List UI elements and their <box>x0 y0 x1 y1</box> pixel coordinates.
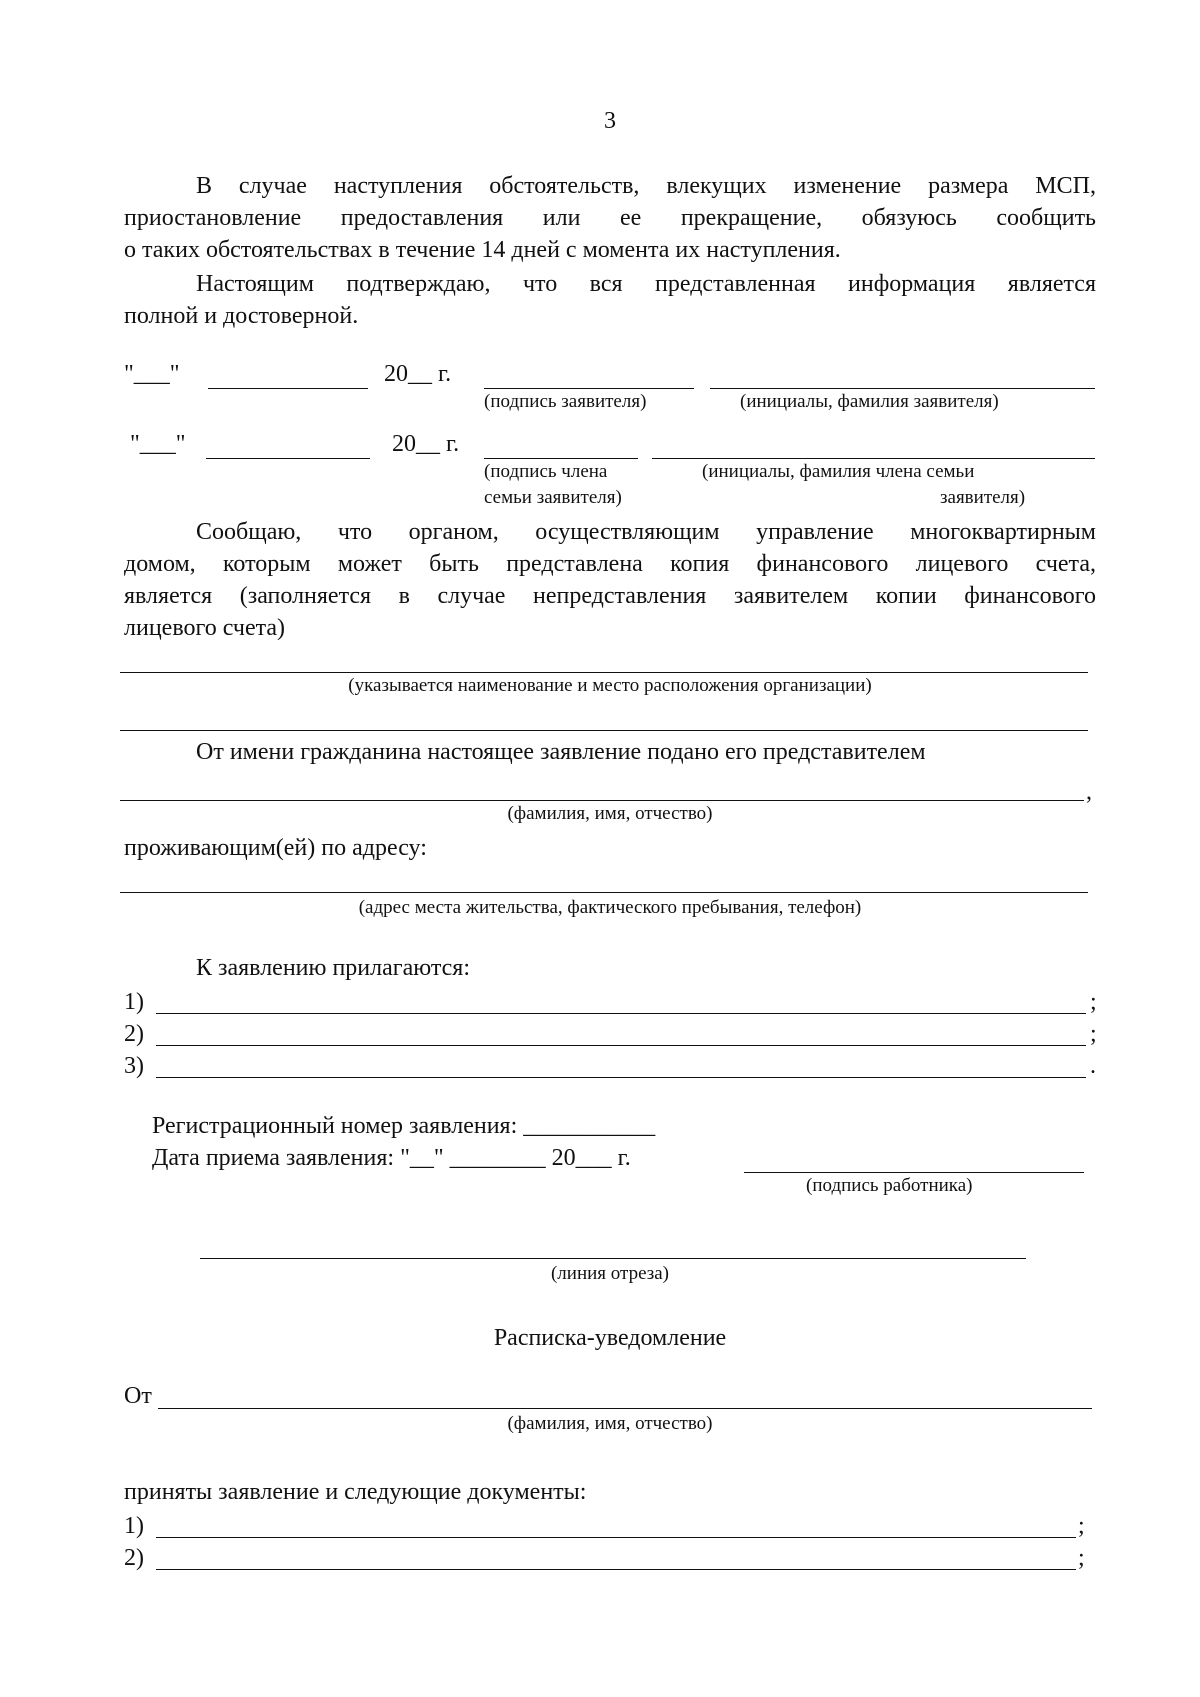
cut-line <box>200 1258 1026 1259</box>
address-label: проживающим(ей) по адресу: <box>124 835 427 861</box>
family-date-year-field[interactable]: 20__ г. <box>392 431 460 457</box>
receipt-item-end-mark: ; <box>1078 1545 1085 1571</box>
paragraph-obligation-line-1: В случае наступления обстоятельств, влекущих изменение размера МСП, <box>196 173 1096 199</box>
reception-date-label: Дата приема заявления: "__" ________ 20___ г. <box>152 1145 631 1171</box>
paragraph-obligation-line-3: о таких обстоятельствах в течение 14 дней с момента их наступления. <box>124 237 841 263</box>
representative-name-field[interactable] <box>120 800 1084 801</box>
applicant-name-field[interactable] <box>710 388 1095 389</box>
date-year-field[interactable]: 20__ г. <box>384 361 452 387</box>
attachments-title: К заявлению прилагаются: <box>196 955 471 981</box>
worker-signature-caption: (подпись работника) <box>806 1175 973 1196</box>
address-field[interactable] <box>120 892 1088 893</box>
paragraph-confirmation-line-1: Настоящим подтверждаю, что вся представленная информация является <box>196 271 1096 297</box>
paragraph-management-line-3: является (заполняется в случае непредставления заявителем копии финансового <box>124 583 1096 609</box>
family-signature-field[interactable] <box>484 458 638 459</box>
representative-comma: , <box>1086 779 1092 805</box>
date-day-field[interactable]: "___" <box>124 361 180 387</box>
family-date-day-field[interactable]: "___" <box>130 431 186 457</box>
receipt-accepted-text: приняты заявление и следующие документы: <box>124 1479 587 1505</box>
receipt-name-field[interactable] <box>158 1408 1092 1409</box>
applicant-signature-field[interactable] <box>484 388 694 389</box>
attachment-number: 1) <box>124 989 144 1015</box>
registration-number-label: Регистрационный номер заявления: ___________ <box>152 1113 656 1139</box>
paragraph-management-line-1: Сообщаю, что органом, осуществляющим управление многоквартирным <box>196 519 1096 545</box>
representative-text: От имени гражданина настоящее заявление подано его представителем <box>196 739 926 765</box>
representative-name-caption: (фамилия, имя, отчество) <box>507 803 713 824</box>
organization-field-line-2[interactable] <box>120 730 1088 731</box>
paragraph-obligation-line-2: приостановление предоставления или ее прекращение, обязуюсь сообщить <box>124 205 1096 231</box>
family-signature-caption-line-1: (подпись члена <box>484 461 608 482</box>
paragraph-confirmation-line-2: полной и достоверной. <box>124 303 359 329</box>
family-name-caption-line-1: (инициалы, фамилия члена семьи <box>702 461 975 482</box>
cut-line-caption: (линия отреза) <box>550 1263 670 1284</box>
paragraph-management-line-2: домом, которым может быть представлена копия финансового лицевого счета, <box>124 551 1096 577</box>
receipt-title: Расписка-уведомление <box>493 1325 727 1351</box>
worker-signature-field[interactable] <box>744 1172 1084 1173</box>
family-signature-caption-line-2: семьи заявителя) <box>484 487 622 508</box>
page-number: 3 <box>604 108 616 134</box>
family-name-field[interactable] <box>652 458 1095 459</box>
attachment-field-1[interactable] <box>156 1013 1086 1014</box>
receipt-item-number: 1) <box>124 1513 144 1539</box>
applicant-signature-caption: (подпись заявителя) <box>484 391 647 412</box>
organization-field[interactable] <box>120 672 1088 673</box>
family-name-caption-line-2: заявителя) <box>940 487 1026 508</box>
receipt-item-field-1[interactable] <box>156 1537 1076 1538</box>
receipt-item-end-mark: ; <box>1078 1513 1085 1539</box>
attachment-number: 3) <box>124 1053 144 1079</box>
receipt-name-caption: (фамилия, имя, отчество) <box>507 1413 713 1434</box>
attachment-end-mark: ; <box>1090 1021 1097 1047</box>
receipt-item-number: 2) <box>124 1545 144 1571</box>
paragraph-management-line-4: лицевого счета) <box>124 615 286 641</box>
receipt-from-label: От <box>124 1383 152 1409</box>
attachment-end-mark: ; <box>1090 989 1097 1015</box>
receipt-item-field-2[interactable] <box>156 1569 1076 1570</box>
attachment-field-2[interactable] <box>156 1045 1086 1046</box>
date-month-field[interactable] <box>208 388 368 389</box>
attachment-number: 2) <box>124 1021 144 1047</box>
applicant-name-caption: (инициалы, фамилия заявителя) <box>740 391 999 412</box>
attachment-end-mark: . <box>1090 1053 1096 1079</box>
attachment-field-3[interactable] <box>156 1077 1086 1078</box>
address-caption: (адрес места жительства, фактического пребывания, телефон) <box>358 897 862 918</box>
family-date-month-field[interactable] <box>206 458 370 459</box>
organization-caption: (указывается наименование и место расположения организации) <box>348 675 872 696</box>
